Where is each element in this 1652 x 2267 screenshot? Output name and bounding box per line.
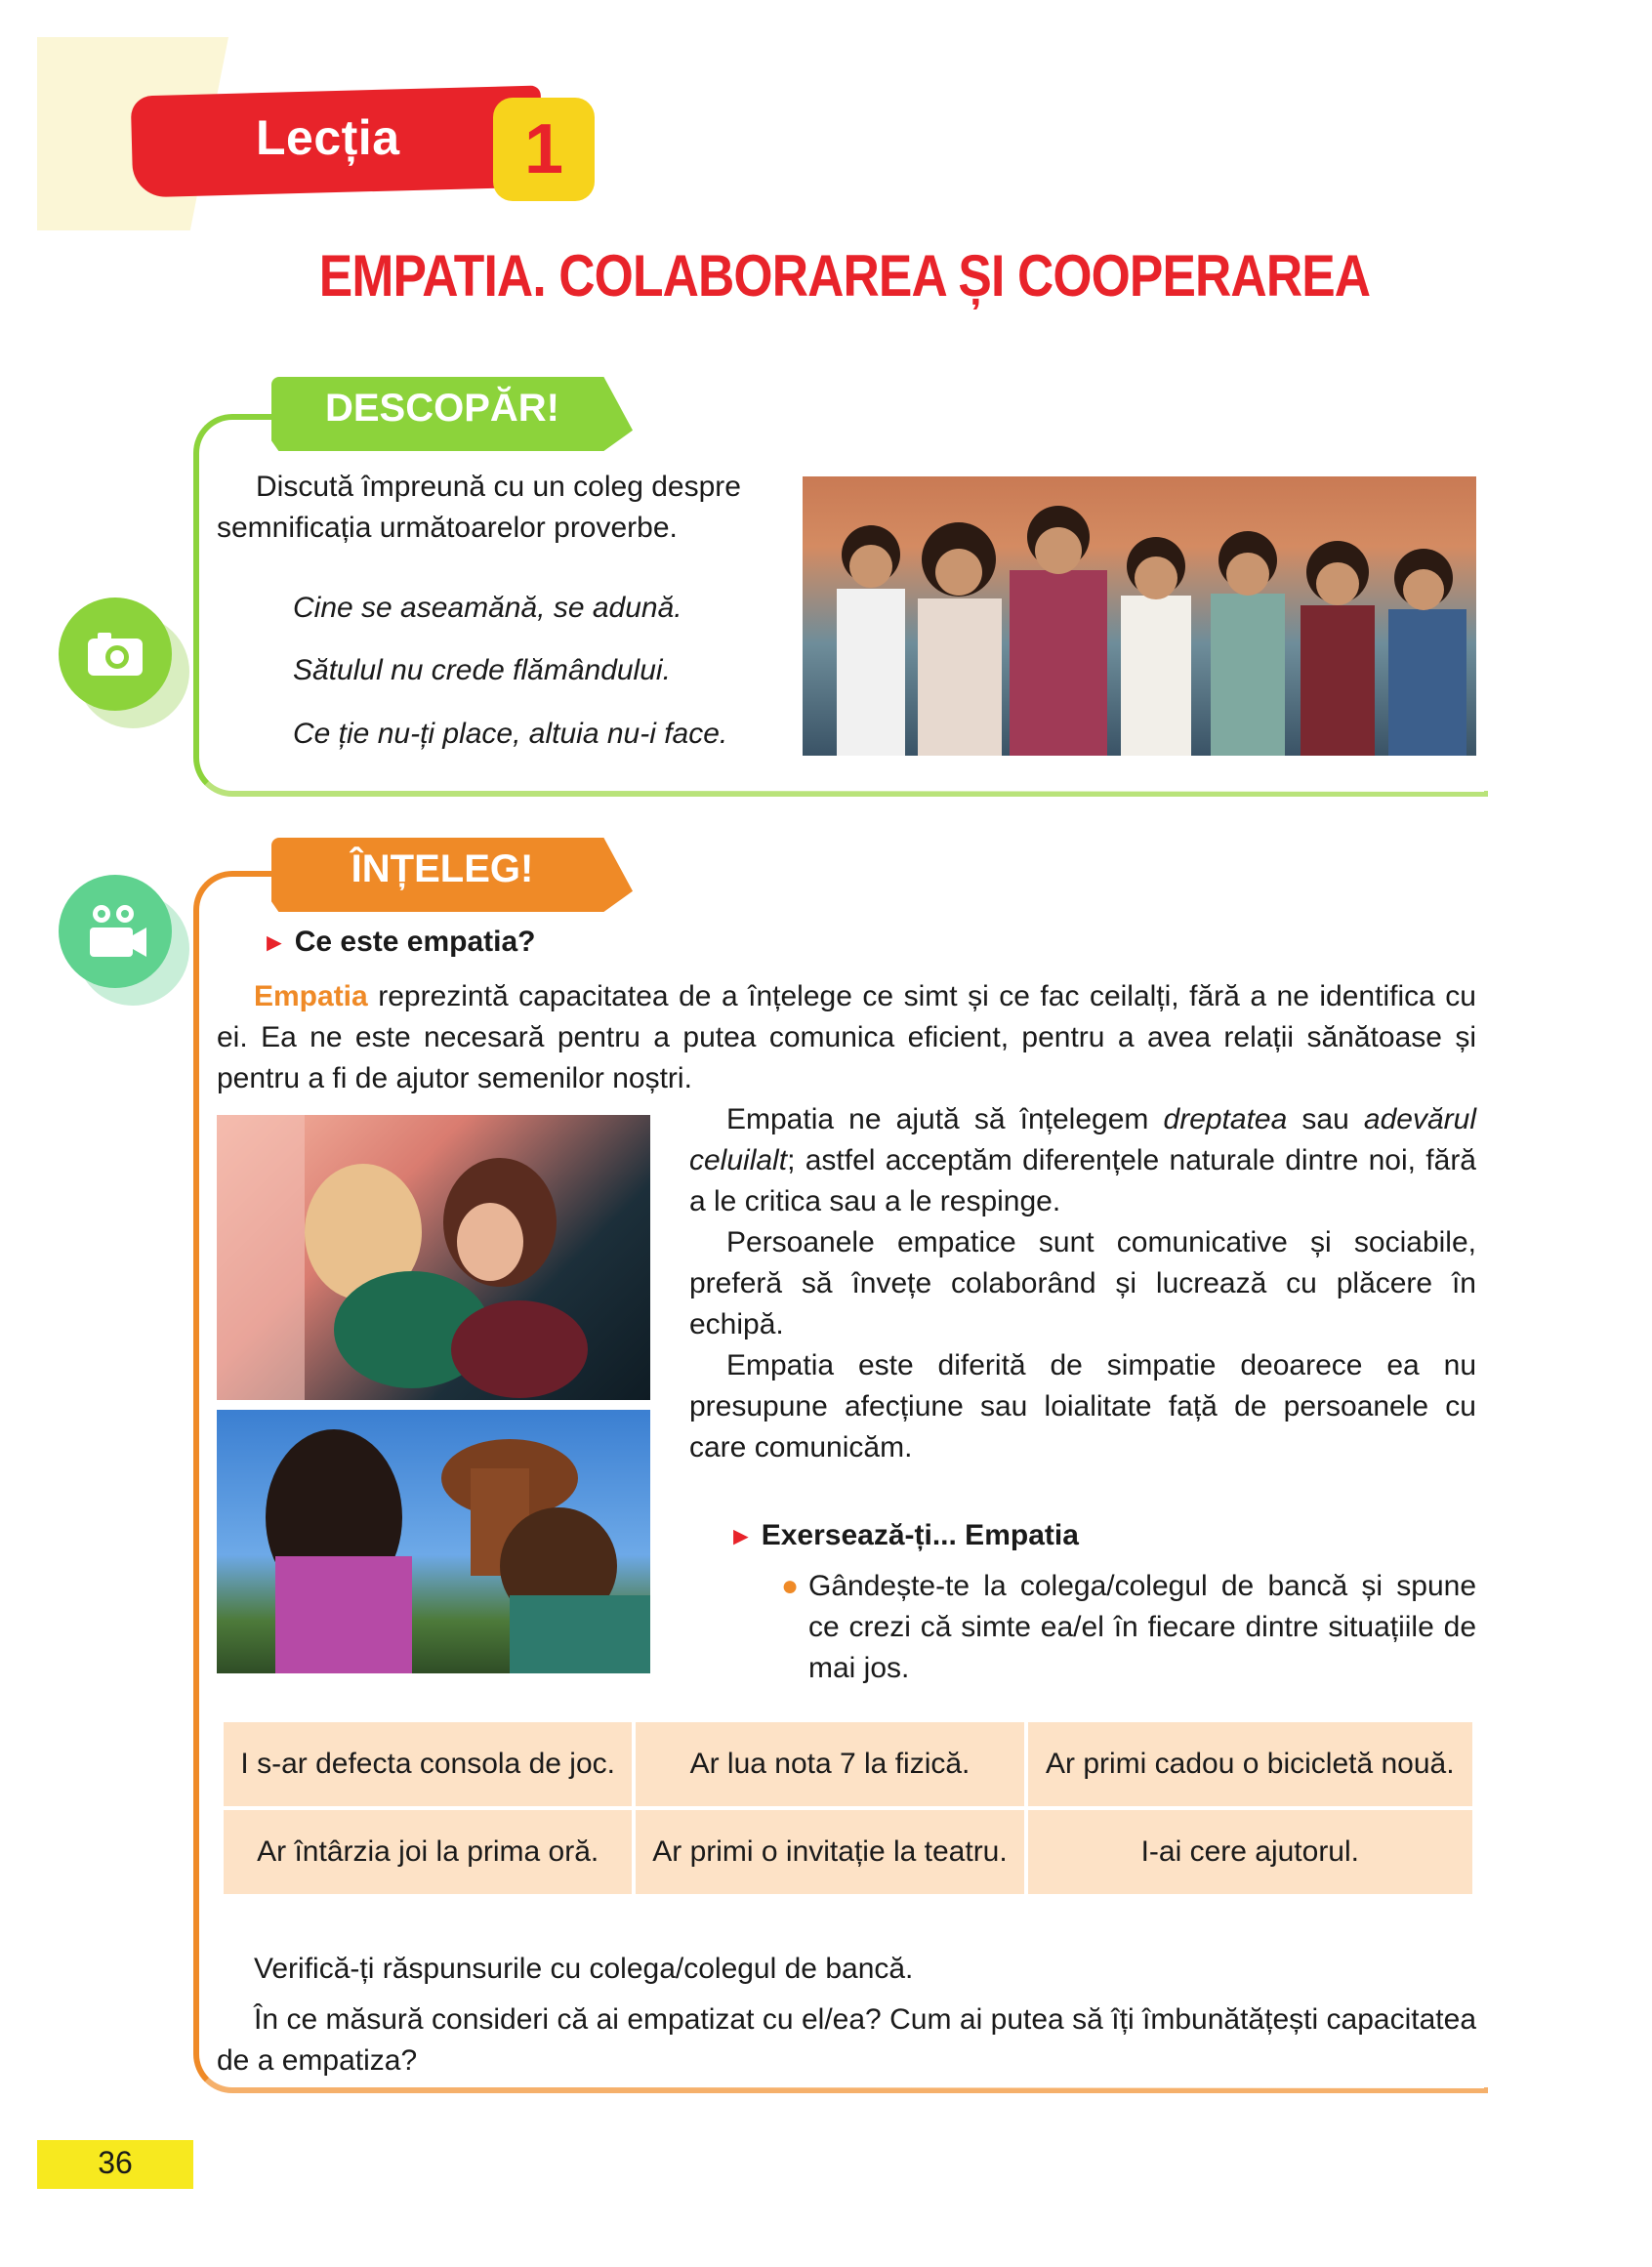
- definition-paragraph: [217, 976, 1476, 1099]
- table-cell: Ar lua nota 7 la fizică.: [636, 1722, 1023, 1806]
- definition-text: reprezintă capacitatea de a înțelege ce simt și ce fac ceilalți, fără a ne identifica cu ei. Ea ne este necesară pentru a putea comunica eficient, pentru a avea relații sănătoase și pentru a fi de ajutor semenilor noștri.: [217, 980, 1476, 1094]
- p2-italic-2: adevărul celuilalt: [689, 1103, 1476, 1176]
- page-title: EMPATIA. COLABORAREA ȘI COOPERAREA: [318, 243, 1371, 309]
- closing-paragraph-2: [217, 1999, 1476, 2082]
- p2-italic-1: dreptatea: [1163, 1103, 1288, 1135]
- exercise-heading-text: Exersează-ți... Empatia: [761, 1519, 1079, 1551]
- video-camera-icon: [59, 875, 172, 988]
- proverb-2: Sătulul nu crede flămândului.: [293, 654, 671, 686]
- p2-part-c: ; astfel acceptăm diferențele naturale dintre noi, fără a le critica sau a le respinge.: [689, 1144, 1476, 1217]
- paragraph-4: Empatia este diferită de simpatie deoarece ea nu presupune afecțiune sau loialitate față de persoanele cu care comunicăm.: [689, 1349, 1476, 1463]
- exercise-instruction: Gândește-te la colega/colegul de bancă și spune ce crezi că simte ea/el în fiecare dintre situațiile de mai jos.: [808, 1570, 1476, 1684]
- descopar-tag-label: DESCOPĂR!: [324, 387, 560, 430]
- descopar-intro-line1: Discută împreună cu un coleg despre: [256, 471, 741, 503]
- paragraph-2: [689, 1099, 1476, 1468]
- descopar-intro-line2: semnificația următoarelor proverbe.: [217, 512, 678, 544]
- table-cell: Ar întârzia joi la prima oră.: [224, 1810, 632, 1894]
- p2-part-a: Empatia ne ajută să înțelegem: [726, 1103, 1164, 1135]
- closing-line-1: [217, 1949, 1476, 1990]
- proverb-1: Cine se aseamănă, se adună.: [293, 592, 682, 624]
- table-cell: I-ai cere ajutorul.: [1028, 1810, 1472, 1894]
- p2-part-b: sau: [1287, 1103, 1364, 1135]
- closing-text-1: Verifică-ți răspunsurile cu colega/colegul de bancă.: [254, 1953, 914, 1985]
- proverb-3: Ce ție nu-ți place, altuia nu-i face.: [293, 718, 728, 750]
- triangle-bullet-icon: ►: [262, 927, 287, 957]
- frame-fade: [586, 778, 1484, 792]
- children-with-horse-photo: [217, 1410, 650, 1673]
- situations-table: [220, 1718, 1476, 1898]
- lesson-label: Lecția: [256, 110, 400, 165]
- table-cell: I s-ar defecta consola de joc.: [224, 1722, 632, 1806]
- paragraph-3: Persoanele empatice sunt comunicative și sociabile, preferă să învețe colaborând și lucrează cu plăcere în echipă.: [689, 1226, 1476, 1340]
- inteleg-tag-label: ÎNȚELEG!: [351, 847, 534, 890]
- group-of-teenagers-photo: [803, 476, 1476, 756]
- camera-icon: [59, 598, 172, 711]
- table-cell: Ar primi cadou o bicicletă nouă.: [1028, 1722, 1472, 1806]
- comforting-friend-photo: [217, 1115, 650, 1400]
- exercise-heading: [728, 1519, 1079, 1552]
- table-cell: Ar primi o invitație la teatru.: [636, 1810, 1023, 1894]
- page-number: 36: [98, 2145, 133, 2180]
- table-row: [224, 1810, 1472, 1894]
- table-row: [224, 1722, 1472, 1806]
- lesson-number: 1: [523, 110, 564, 188]
- bullet-icon: ●: [781, 1570, 800, 1602]
- triangle-bullet-icon: ►: [728, 1521, 754, 1550]
- question-heading: [262, 926, 536, 959]
- definition-keyword: Empatia: [254, 980, 368, 1012]
- question-text: Ce este empatia?: [294, 926, 536, 958]
- closing-text-2: În ce măsură consideri că ai empatizat cu el/ea? Cum ai putea să îți îmbunătățești capacitatea de a empatiza?: [217, 2003, 1476, 2077]
